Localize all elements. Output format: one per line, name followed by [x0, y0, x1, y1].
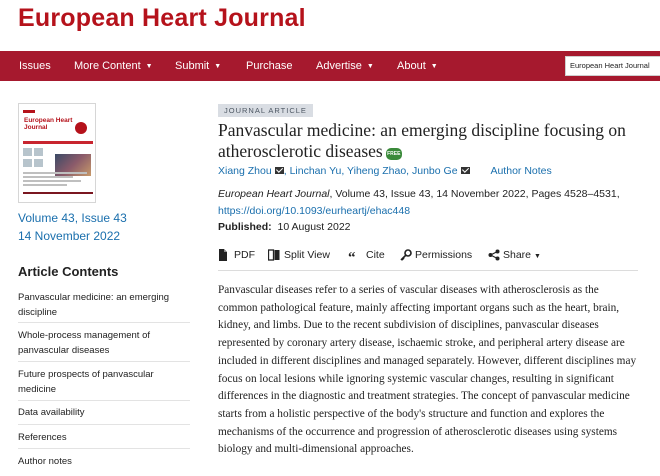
- cover-line: [23, 184, 67, 186]
- split-view-icon: [268, 249, 280, 261]
- cover-thumb: [34, 148, 43, 156]
- mail-icon[interactable]: [275, 167, 284, 174]
- nav-advertise-label: Advertise: [316, 60, 362, 72]
- author-separator: ,: [406, 165, 412, 177]
- svg-text:“: “: [348, 250, 356, 261]
- citation-line: [218, 188, 620, 200]
- cover-line: [23, 172, 87, 174]
- nav-about-label: About: [397, 60, 426, 72]
- contents-link[interactable]: Panvascular medicine: an emerging discipline: [18, 292, 170, 318]
- published-line: [218, 221, 351, 233]
- nav-purchase[interactable]: [246, 51, 292, 81]
- cover-band: [23, 141, 93, 144]
- nav-advertise[interactable]: [316, 51, 374, 81]
- abstract-text: Panvascular diseases refer to a series of vascular diseases with atherosclerosis as the common pathological feature, mainly affecting important organs such as the heart, brain, kidney, and limbs. Due to the recent subdivision of disciplines, panvascular diseases represented by coronary artery disease, ischaemic stroke, and peripheral artery disease are included in different disciplines and managed separately. However, different disciplines may focus on local lesions while ignoring systemic vascular changes, resulting in significant differences in the diagnostic and treatment strategies. The concept of panvascular medicine starts from a holistic perspective of the body's structure and function and explores the mechanisms of the occurrence and progression of atherosclerotic diseases using systems biology and multi-dimensional approaches.: [218, 284, 637, 456]
- contents-divider: [18, 448, 190, 449]
- issue-volume-link[interactable]: Volume 43, Issue 43: [18, 211, 127, 225]
- author-link[interactable]: Yiheng Zhao: [347, 165, 407, 177]
- author-link[interactable]: Junbo Ge: [412, 165, 458, 177]
- nav-submit[interactable]: [175, 51, 221, 81]
- cover-band: [23, 192, 93, 194]
- citation-details: , Volume 43, Issue 43, 14 November 2022, Pages 4528–4531,: [329, 188, 620, 200]
- contents-divider: [18, 424, 190, 425]
- issue-date-link[interactable]: 14 November 2022: [18, 229, 121, 243]
- permissions-label: Permissions: [415, 249, 473, 261]
- cover-thumb: [34, 159, 43, 167]
- cover-thumb: [23, 159, 32, 167]
- share-label: [503, 247, 541, 265]
- cover-line: [23, 176, 73, 178]
- article-type-tag: JOURNAL ARTICLE: [218, 104, 313, 117]
- nav-more-content[interactable]: [74, 51, 153, 81]
- author-list: [218, 165, 552, 177]
- contents-link[interactable]: Author notes: [18, 456, 72, 467]
- nav-issues-label: Issues: [19, 60, 51, 72]
- chevron-down-icon: ▼: [430, 63, 438, 70]
- cover-badge: [75, 122, 87, 134]
- author-link[interactable]: Linchan Yu: [289, 165, 342, 177]
- article-title: [218, 120, 648, 162]
- share-icon: [488, 249, 500, 261]
- quote-icon: [348, 249, 360, 261]
- nav-submit-label: Submit: [175, 60, 210, 72]
- published-label: Published:: [218, 221, 272, 233]
- author-separator: ,: [341, 165, 347, 177]
- doi-link[interactable]: https://doi.org/10.1093/eurheartj/ehac448: [218, 205, 411, 217]
- free-access-icon: FREE: [386, 148, 402, 160]
- article-contents-heading: Article Contents: [18, 264, 119, 279]
- contents-link[interactable]: Data availability: [18, 407, 85, 418]
- journal-cover-image[interactable]: [18, 103, 96, 203]
- chevron-down-icon: ▼: [145, 63, 153, 70]
- published-date: 10 August 2022: [277, 221, 351, 233]
- nav-about[interactable]: [397, 51, 438, 81]
- cover-accent: [23, 110, 35, 113]
- chevron-down-icon: ▼: [366, 63, 374, 70]
- nav-more-content-label: More Content: [74, 60, 141, 72]
- chevron-down-icon: ▼: [214, 63, 222, 70]
- chevron-down-icon: ▼: [533, 253, 541, 260]
- pdf-label: PDF: [234, 249, 255, 261]
- key-icon: [400, 249, 412, 261]
- main-nav: [0, 51, 660, 81]
- contents-divider: [18, 400, 190, 401]
- cover-thumb: [23, 148, 32, 156]
- author-notes-link[interactable]: Author Notes: [490, 165, 552, 177]
- share-text: Share: [503, 249, 532, 261]
- journal-logo-title[interactable]: European Heart Journal: [18, 4, 306, 32]
- pdf-icon: [218, 249, 228, 261]
- search-input[interactable]: European Heart Journal: [565, 56, 660, 76]
- contents-divider: [18, 322, 190, 323]
- section-divider: [218, 270, 638, 271]
- mail-icon[interactable]: [461, 167, 470, 174]
- contents-divider: [18, 361, 190, 362]
- article-title-text: Panvascular medicine: an emerging discipline focusing on atherosclerotic diseases: [218, 120, 626, 161]
- contents-link[interactable]: Whole-process management of panvascular diseases: [18, 330, 151, 356]
- contents-link[interactable]: References: [18, 432, 67, 443]
- split-view-label: Split View: [284, 249, 330, 261]
- cite-label: Cite: [366, 249, 385, 261]
- author-separator: ,: [283, 165, 290, 177]
- nav-issues[interactable]: [19, 51, 51, 81]
- author-link[interactable]: Xiang Zhou: [218, 165, 272, 177]
- nav-purchase-label: Purchase: [246, 60, 293, 72]
- contents-link[interactable]: Future prospects of panvascular medicine: [18, 369, 154, 395]
- cover-line: [23, 180, 81, 182]
- cover-title: European Heart Journal: [24, 117, 73, 131]
- citation-journal: European Heart Journal: [218, 188, 330, 200]
